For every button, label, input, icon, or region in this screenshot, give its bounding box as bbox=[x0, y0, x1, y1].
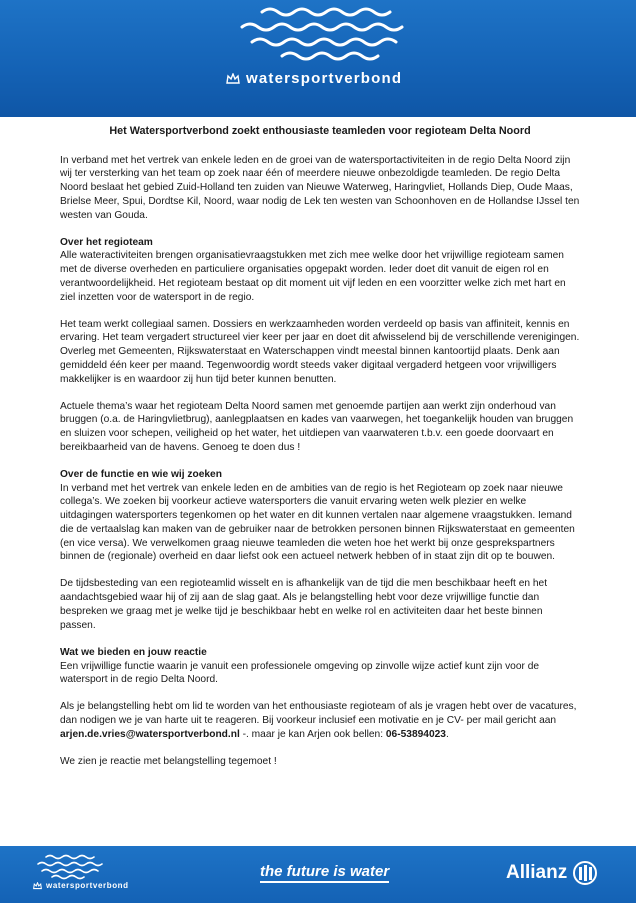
paragraph: In verband met het vertrek van enkele leden en de ambities van de regio is het Regioteam op zoek naar nieuwe collega’s. We zoeken bij voorkeur actieve watersporters die vanuit ervaring weten welk plezier en welke uitdagingen watersporters tegenkomen op het water en dit kunnen vertalen naar algemene vraagstukken. Iemand die de vertaalslag kan maken van de gebruiker naar de betrokken personen binnen Rijkswaterstaat en gemeenten (en vice versa). We verwelkomen graag nieuwe teamleden die weten hoe het werkt bij onze gesprekspartners binnen de (regionale) overheid en daar liefst ook een actueel netwerk hebben of in staat zijn dit op te bouwen. bbox=[60, 482, 575, 563]
contact-paragraph bbox=[60, 700, 580, 741]
paragraph: Het team werkt collegiaal samen. Dossiers en werkzaamheden worden verdeeld op basis van affiniteit, kennis en ervaring. Het team vergadert structureel vier keer per jaar en doet dit afwisselend bij de verschillende verenigingen. Overleg met Gemeenten, Rijkswaterstaat en Waterschappen vindt meestal binnen kantoortijd plaats. Denk aan gemiddeld één keer per maand. Tegenwoordig wordt steeds vaker digitaal vergaderd hetgeen voor vrijwilligers makkelijker is en waardoor zij hun tijd beter kunnen benutten. bbox=[60, 318, 580, 385]
section-functie bbox=[60, 468, 580, 564]
sponsor-logo bbox=[506, 861, 597, 885]
section-heading: Over de functie en wie wij zoeken bbox=[60, 469, 222, 481]
section-heading: Over het regioteam bbox=[60, 236, 153, 248]
crown-icon bbox=[226, 73, 240, 85]
intro-paragraph: In verband met het vertrek van enkele leden en de groei van de watersportactiviteiten in de regio Delta Noord zijn wij ter versterking van het team op zoek naar één of meerdere nieuwe onbezoldigde teamleden. De regio Delta Noord beslaat het gebied Zuid-Holland ten zuiden van Nieuwe Waterweg, Haringvliet, Hollands Diep, Oude Maas, Brielse Meer, Spui, Dordtse Kil, Noord, waar nodig de Lek ten westen van Schoonhoven en de Hollandse IJssel ten westen van Gouda. bbox=[60, 154, 580, 221]
closing-line: We zien je reactie met belangstelling tegemoet ! bbox=[60, 756, 277, 768]
section-aanbod bbox=[60, 646, 580, 687]
contact-text-end: . bbox=[445, 728, 449, 740]
paragraph: Actuele thema’s waar het regioteam Delta Noord samen met genoemde partijen aan werkt zijn onderhoud van bruggen (o.a. de Haringvlietbrug), aanlegplaatsen en kades van vaarwegen, het toegankelijk houden van bruggen en sluizen voor schepen, veiligheid op het water, het uitdiepen van vaarwateren t.b.v. een goede doorvaart en bereikbaarheid van de havens. Genoeg te doen dus ! bbox=[60, 400, 574, 453]
paragraph: De tijdsbesteding van een regioteamlid wisselt en is afhankelijk van de tijd die men beschikbaar heeft en het aandachtsgebied waar hij of zij aan de slag gaat. Als je belangstelling hebt voor deze vrijwillige functie dan bespreken we graag met je welke tijd je beschikbaar hebt en welke rol en activiteiten daar het beste binnen passen. bbox=[60, 578, 548, 631]
contact-text-middle: -. maar je kan Arjen ook bellen: bbox=[239, 728, 386, 740]
crown-icon bbox=[33, 882, 42, 890]
footer-brand-name: watersportverbond bbox=[46, 881, 129, 890]
paragraph: Een vrijwillige functie waarin je vanuit een professionele omgeving op zinvolle wijze actief kunt zijn voor de watersport in de regio Delta Noord. bbox=[60, 660, 540, 686]
contact-text: Als je belangstelling hebt om lid te worden van het enthousiaste regioteam of als je vragen hebt over de vacatures, dan nodigen we je van harte uit te reageren. Bij voorkeur inclusief een motivatie en je CV- per mail gericht aan bbox=[60, 701, 577, 727]
allianz-eagle-icon bbox=[573, 861, 597, 885]
footer-banner bbox=[0, 846, 636, 903]
header-banner bbox=[0, 0, 636, 117]
section-heading: Wat we bieden en jouw reactie bbox=[60, 646, 207, 658]
document-title: Het Watersportverbond zoekt enthousiaste teamleden voor regioteam Delta Noord bbox=[109, 125, 531, 137]
document-body bbox=[60, 125, 580, 782]
sponsor-name: Allianz bbox=[506, 862, 568, 883]
phone-number[interactable]: 06-53894023 bbox=[385, 728, 446, 740]
section-regioteam bbox=[60, 236, 580, 305]
footer-logo bbox=[33, 881, 129, 890]
tagline: the future is water bbox=[260, 864, 389, 883]
header-brand-name: watersportverbond bbox=[246, 70, 403, 87]
wave-logo-icon bbox=[36, 852, 120, 880]
paragraph: Alle wateractiviteiten brengen organisatievraagstukken met zich mee welke door het vrijwillige regioteam samen met de diverse overheden en particuliere organisaties opgepakt worden. Ieder doet dit vanuit de eigen rol en verantwoordelijkheid. Het regioteam bestaat op dit moment uit vijf leden en een voorzitter welke zich met hart en ziel inzetten voor de watersport in de regio. bbox=[60, 250, 566, 303]
header-logo bbox=[226, 70, 402, 87]
wave-logo-icon bbox=[0, 0, 636, 117]
email-link[interactable]: arjen.de.vries@watersportverbond.nl bbox=[60, 728, 240, 740]
